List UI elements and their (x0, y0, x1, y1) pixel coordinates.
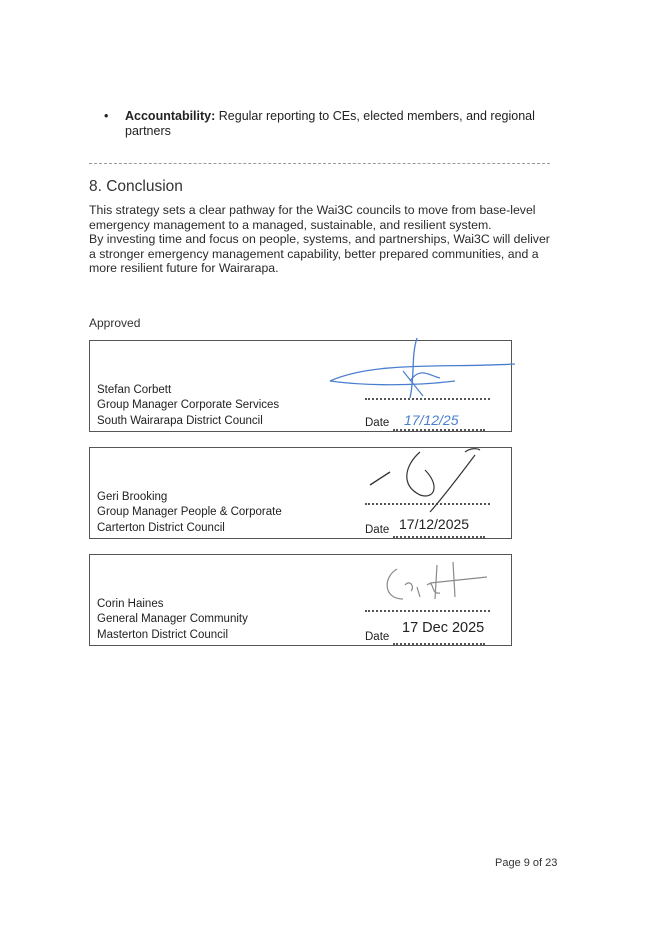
date-label: Date (365, 631, 390, 643)
signatory-title: Group Manager Corporate Services (97, 399, 280, 411)
signature-block-south-wairarapa (89, 340, 512, 432)
signature-date: 17/12/2025 (399, 516, 470, 532)
conclusion-paragraph-1: This strategy sets a clear pathway for the Wai3C councils to move from base-level emergency management to a managed, sustainable, and resilient system. (89, 203, 536, 232)
bullet-icon: • (104, 109, 109, 123)
signatory-name: Geri Brooking (97, 490, 168, 503)
section-divider (89, 163, 550, 164)
signature-icon (375, 557, 495, 607)
signatory-organisation: Carterton District Council (97, 521, 225, 534)
signature-icon (325, 336, 515, 406)
conclusion-paragraph-2: By investing time and focus on people, systems, and partnerships, Wai3C will deliver a stronger emergency management capability, better prepared communities, and a more resilient future for Wairarapa. (89, 232, 550, 276)
signatory-name: Stefan Corbett (97, 383, 172, 396)
signature-block-carterton (89, 447, 512, 539)
date-label: Date (365, 524, 390, 536)
signatory-organisation: South Wairarapa District Council (97, 414, 263, 427)
signature-line (365, 610, 490, 612)
page-number: Page 9 of 23 (495, 857, 558, 869)
bullet-label: Accountability: (125, 109, 216, 123)
signature-date: 17 Dec 2025 (402, 620, 485, 636)
approved-heading: Approved (89, 316, 141, 330)
signatory-name: Corin Haines (97, 597, 164, 610)
signatory-title: General Manager Community (97, 613, 248, 625)
date-label: Date (365, 417, 390, 429)
section-heading: 8. Conclusion (89, 178, 183, 195)
signature-block-masterton (89, 554, 512, 646)
signatory-title: Group Manager People & Corporate (97, 506, 282, 518)
bullet-text: Regular reporting to CEs, elected members, and regional partners (125, 109, 535, 138)
signature-date: 17/12/25 (404, 412, 459, 428)
signatory-organisation: Masterton District Council (97, 628, 229, 641)
conclusion-paragraph (89, 203, 559, 276)
signature-icon (365, 440, 495, 520)
